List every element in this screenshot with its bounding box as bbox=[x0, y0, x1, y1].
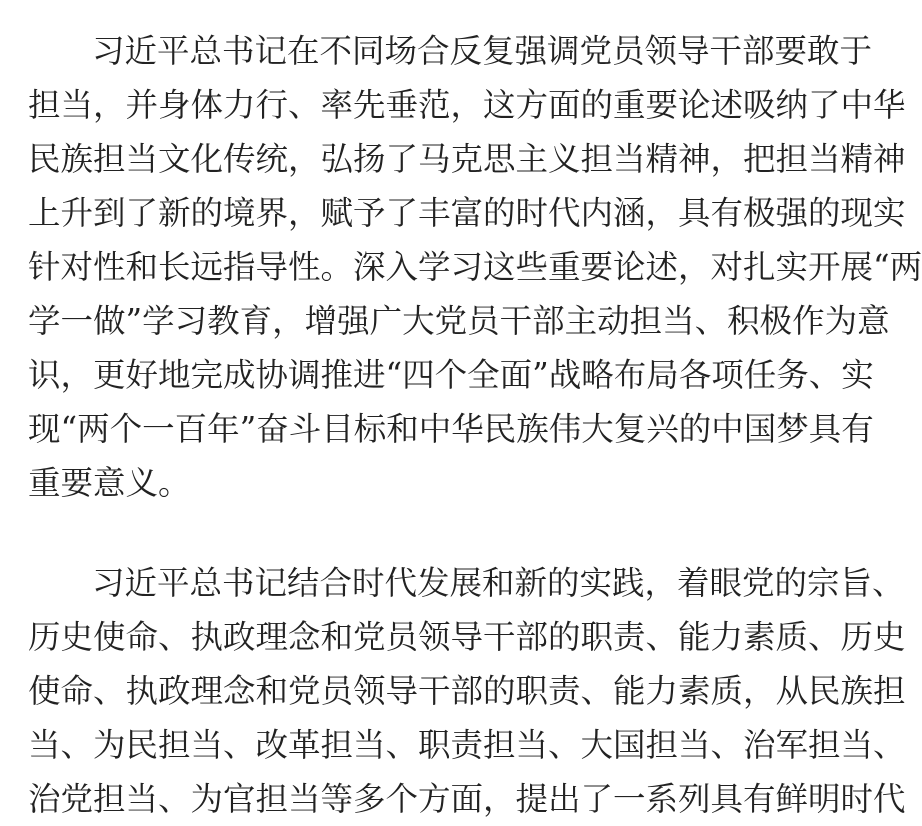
text-line: 习近平总书记在不同场合反复强调党员领导干部要敢于 bbox=[92, 32, 873, 70]
text-line: 针对性和长远指导性。深入学习这些重要论述，对扎实开展“两 bbox=[28, 248, 922, 286]
text-line: 历史使命、执政理念和党员领导干部的职责、能力素质、历史 bbox=[28, 618, 906, 656]
text-line: 治党担当、为官担当等多个方面，提出了一系列具有鲜明时代 bbox=[28, 780, 906, 818]
text-line: 重要意义。 bbox=[28, 464, 191, 502]
text-line: 上升到了新的境界，赋予了丰富的时代内涵，具有极强的现实 bbox=[28, 194, 906, 232]
text-line: 习近平总书记结合时代发展和新的实践，着眼党的宗旨、 bbox=[92, 564, 905, 602]
text-line: 识，更好地完成协调推进“四个全面”战略布局各项任务、实 bbox=[28, 356, 874, 394]
text-line: 当、为民担当、改革担当、职责担当、大国担当、治军担当、 bbox=[28, 726, 906, 764]
text-line: 学一做”学习教育，增强广大党员干部主动担当、积极作为意 bbox=[28, 302, 890, 340]
text-line: 担当，并身体力行、率先垂范，这方面的重要论述吸纳了中华 bbox=[28, 86, 906, 124]
paragraph-2 bbox=[28, 556, 906, 826]
text-line: 现“两个一百年”奋斗目标和中华民族伟大复兴的中国梦具有 bbox=[28, 410, 874, 448]
text-line: 民族担当文化传统，弘扬了马克思主义担当精神，把担当精神 bbox=[28, 140, 906, 178]
paragraph-1 bbox=[28, 24, 922, 510]
text-line: 使命、执政理念和党员领导干部的职责、能力素质，从民族担 bbox=[28, 672, 906, 710]
